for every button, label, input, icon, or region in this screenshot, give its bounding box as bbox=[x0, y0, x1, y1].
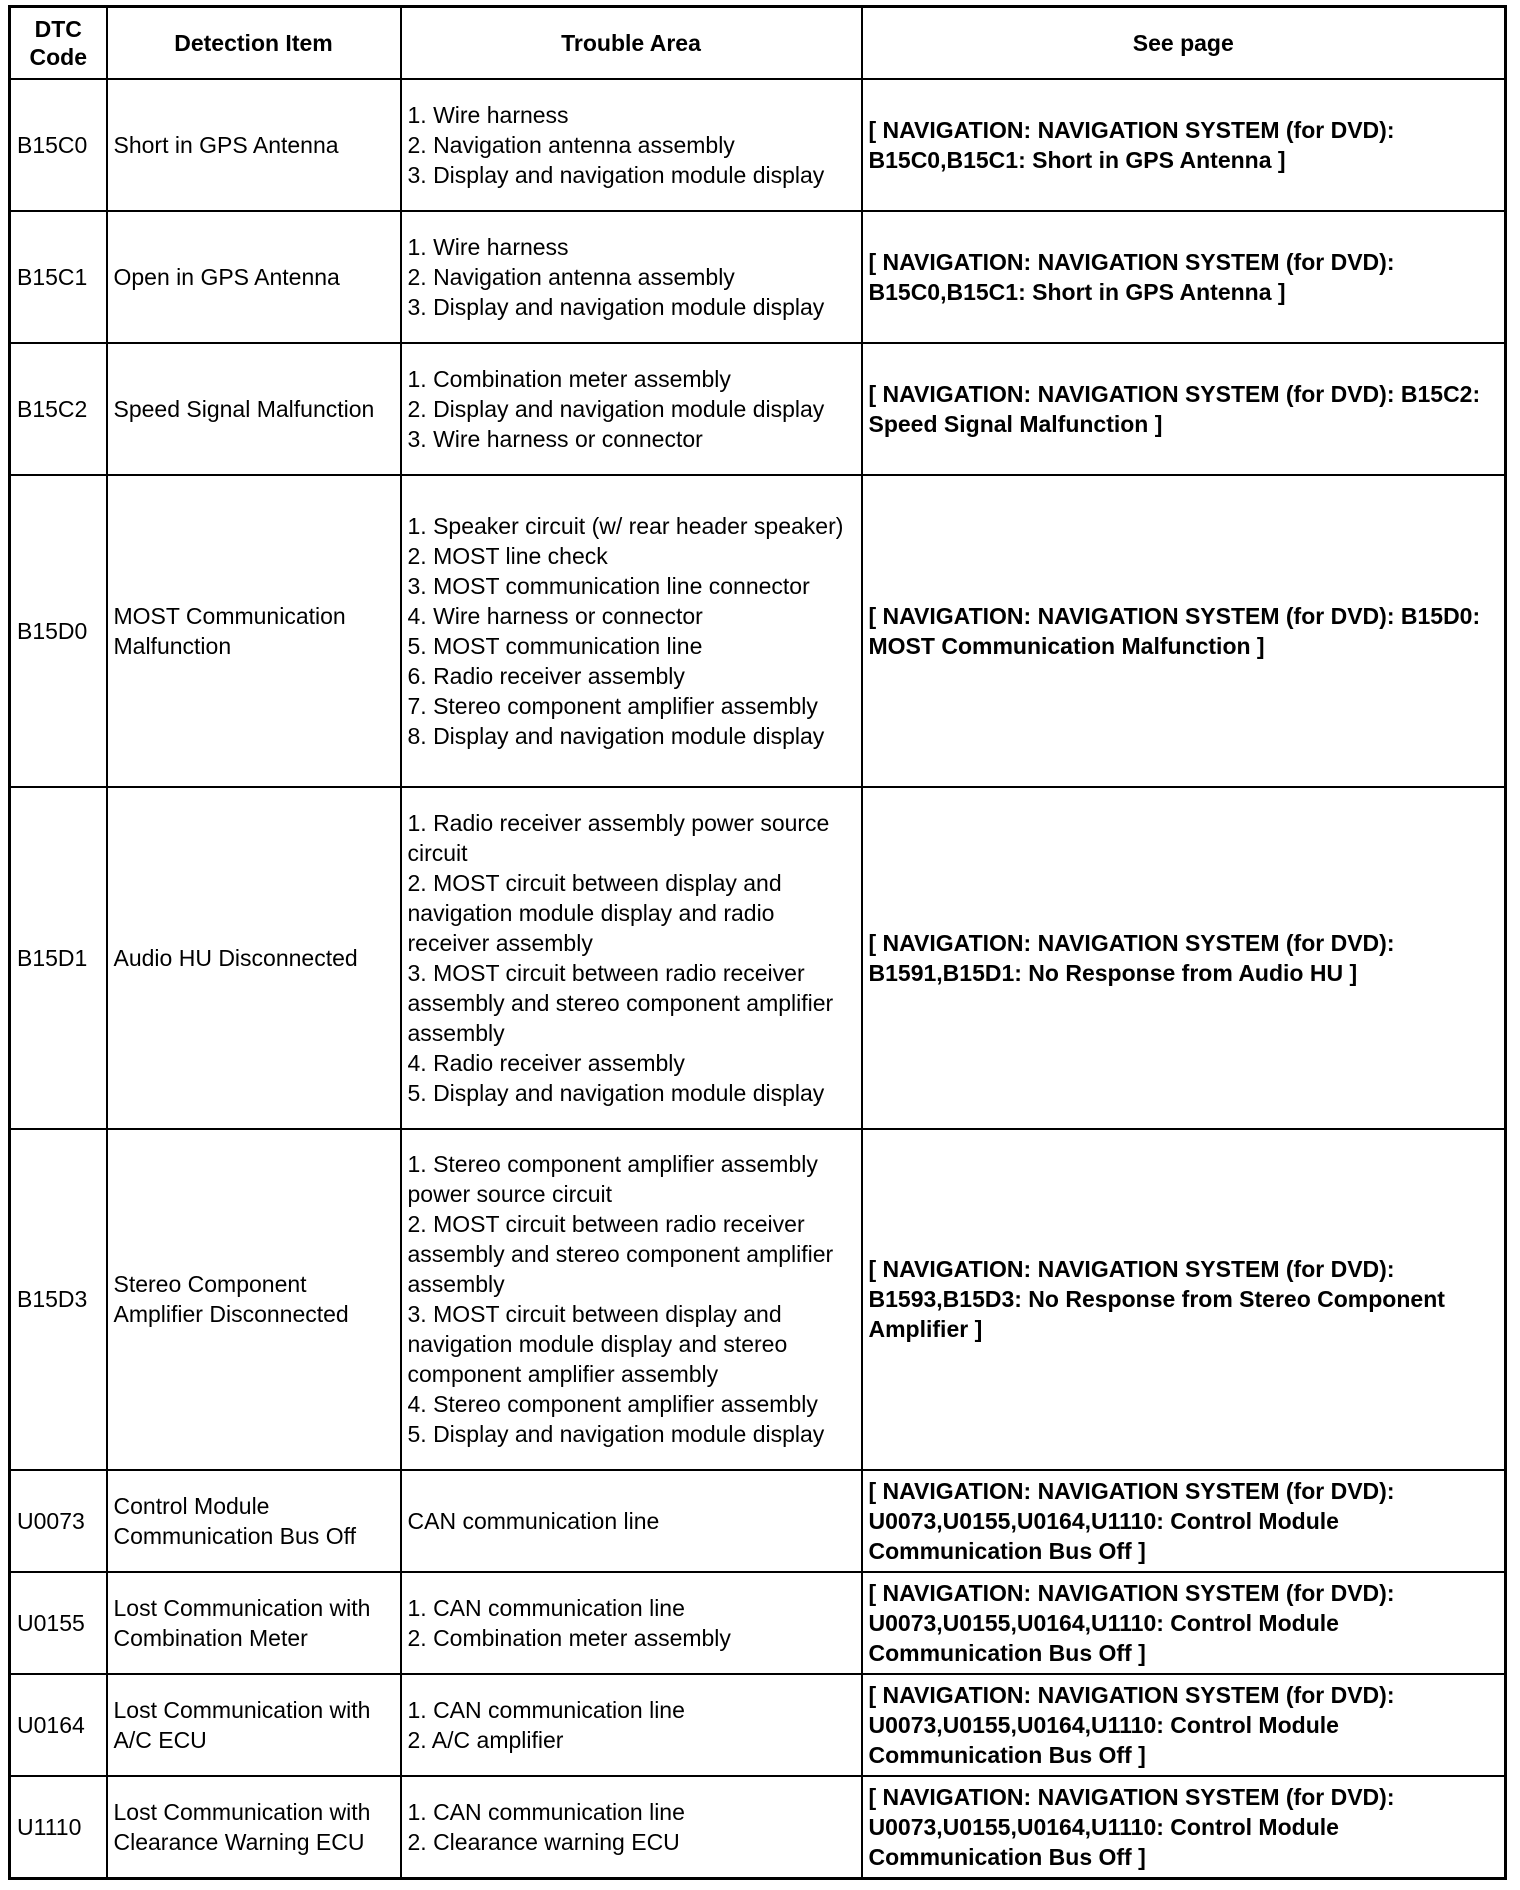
trouble-area-item: 1. Speaker circuit (w/ rear header speaker) bbox=[407, 513, 844, 540]
see-page-link[interactable]: [ NAVIGATION: NAVIGATION SYSTEM (for DVD): U0073,U0155,U0164,U1110: Control Module Communication Bus Off ] bbox=[862, 1776, 1506, 1878]
trouble-area-item: 6. Radio receiver assembly bbox=[407, 663, 685, 690]
header-dtc-line1: DTC bbox=[34, 15, 82, 42]
dtc-code-cell: B15C0 bbox=[10, 79, 107, 211]
trouble-area-item: 7. Stereo component amplifier assembly bbox=[407, 693, 818, 720]
trouble-area-item: 2. Clearance warning ECU bbox=[407, 1829, 680, 1856]
trouble-area-item: 3. MOST circuit between display and navigation module display and stereo component amplifier assembly bbox=[407, 1301, 788, 1388]
trouble-area-item: 2. Combination meter assembly bbox=[407, 1625, 731, 1652]
trouble-area-item: 1. Stereo component amplifier assembly power source circuit bbox=[407, 1151, 818, 1208]
trouble-area-item: 2. A/C amplifier bbox=[407, 1727, 564, 1754]
trouble-area-item: 3. Wire harness or connector bbox=[407, 425, 703, 452]
trouble-area-item: 1. Radio receiver assembly power source circuit bbox=[407, 809, 830, 866]
dtc-code-cell: U0073 bbox=[10, 1470, 107, 1572]
header-trouble-area: Trouble Area bbox=[401, 7, 862, 79]
dtc-code-cell: B15D0 bbox=[10, 475, 107, 787]
trouble-area-item: 2. MOST circuit between display and navigation module display and radio receiver assembly bbox=[407, 869, 782, 956]
header-row bbox=[10, 7, 1506, 79]
dtc-code-cell: U1110 bbox=[10, 1776, 107, 1878]
dtc-code-cell: B15C2 bbox=[10, 343, 107, 475]
trouble-area-cell bbox=[401, 1470, 862, 1572]
detection-item-cell: Lost Communication with Combination Meter bbox=[107, 1572, 401, 1674]
see-page-link[interactable]: [ NAVIGATION: NAVIGATION SYSTEM (for DVD): B1591,B15D1: No Response from Audio HU ] bbox=[862, 787, 1506, 1128]
header-dtc-code bbox=[10, 7, 107, 79]
table-row bbox=[10, 475, 1506, 787]
detection-item-cell: MOST Communication Malfunction bbox=[107, 475, 401, 787]
trouble-area-item: 4. Radio receiver assembly bbox=[407, 1049, 685, 1076]
trouble-area-item: 4. Wire harness or connector bbox=[407, 603, 703, 630]
detection-item-cell: Speed Signal Malfunction bbox=[107, 343, 401, 475]
detection-item-cell: Stereo Component Amplifier Disconnected bbox=[107, 1129, 401, 1470]
trouble-area-cell bbox=[401, 343, 862, 475]
dtc-code-cell: B15D3 bbox=[10, 1129, 107, 1470]
see-page-link[interactable]: [ NAVIGATION: NAVIGATION SYSTEM (for DVD): U0073,U0155,U0164,U1110: Control Module Communication Bus Off ] bbox=[862, 1470, 1506, 1572]
dtc-code-cell: U0155 bbox=[10, 1572, 107, 1674]
trouble-area-cell bbox=[401, 211, 862, 343]
table-row bbox=[10, 211, 1506, 343]
trouble-area-item: 1. CAN communication line bbox=[407, 1697, 685, 1724]
trouble-area-item: 2. Display and navigation module display bbox=[407, 395, 825, 422]
dtc-table bbox=[8, 5, 1507, 1880]
trouble-area-item: 2. MOST line check bbox=[407, 543, 608, 570]
trouble-area-item: 5. MOST communication line bbox=[407, 633, 703, 660]
trouble-area-item: 1. Wire harness bbox=[407, 233, 569, 260]
table-row bbox=[10, 1129, 1506, 1470]
trouble-area-item: 1. Combination meter assembly bbox=[407, 365, 731, 392]
trouble-area-item: 2. Navigation antenna assembly bbox=[407, 131, 735, 158]
see-page-link[interactable]: [ NAVIGATION: NAVIGATION SYSTEM (for DVD): B15C0,B15C1: Short in GPS Antenna ] bbox=[862, 211, 1506, 343]
trouble-area-item: 3. MOST circuit between radio receiver assembly and stereo component amplifier assembly bbox=[407, 959, 834, 1046]
header-dtc-line2: Code bbox=[29, 43, 87, 70]
trouble-area-item: 3. MOST communication line connector bbox=[407, 573, 810, 600]
trouble-area-item: 5. Display and navigation module display bbox=[407, 1079, 825, 1106]
trouble-area-item: 4. Stereo component amplifier assembly bbox=[407, 1391, 818, 1418]
table-row bbox=[10, 343, 1506, 475]
trouble-area-item: 5. Display and navigation module display bbox=[407, 1421, 825, 1448]
header-detection-item: Detection Item bbox=[107, 7, 401, 79]
trouble-area-item: 3. Display and navigation module display bbox=[407, 161, 825, 188]
see-page-link[interactable]: [ NAVIGATION: NAVIGATION SYSTEM (for DVD): U0073,U0155,U0164,U1110: Control Module Communication Bus Off ] bbox=[862, 1674, 1506, 1776]
see-page-link[interactable]: [ NAVIGATION: NAVIGATION SYSTEM (for DVD): B15C2: Speed Signal Malfunction ] bbox=[862, 343, 1506, 475]
trouble-area-cell bbox=[401, 1129, 862, 1470]
trouble-area-cell bbox=[401, 79, 862, 211]
detection-item-cell: Lost Communication with Clearance Warning ECU bbox=[107, 1776, 401, 1878]
detection-item-cell: Lost Communication with A/C ECU bbox=[107, 1674, 401, 1776]
table-row bbox=[10, 79, 1506, 211]
trouble-area-cell bbox=[401, 1674, 862, 1776]
detection-item-cell: Short in GPS Antenna bbox=[107, 79, 401, 211]
trouble-area-item: CAN communication line bbox=[407, 1508, 660, 1535]
see-page-link[interactable]: [ NAVIGATION: NAVIGATION SYSTEM (for DVD): B15C0,B15C1: Short in GPS Antenna ] bbox=[862, 79, 1506, 211]
trouble-area-item: 1. CAN communication line bbox=[407, 1799, 685, 1826]
detection-item-cell: Audio HU Disconnected bbox=[107, 787, 401, 1128]
dtc-code-cell: U0164 bbox=[10, 1674, 107, 1776]
trouble-area-cell bbox=[401, 1572, 862, 1674]
trouble-area-item: 2. MOST circuit between radio receiver assembly and stereo component amplifier assembly bbox=[407, 1211, 834, 1298]
table-row bbox=[10, 1776, 1506, 1878]
table-row bbox=[10, 1572, 1506, 1674]
trouble-area-item: 1. Wire harness bbox=[407, 101, 569, 128]
table-row bbox=[10, 787, 1506, 1128]
table-row bbox=[10, 1674, 1506, 1776]
dtc-code-cell: B15C1 bbox=[10, 211, 107, 343]
trouble-area-item: 1. CAN communication line bbox=[407, 1595, 685, 1622]
detection-item-cell: Control Module Communication Bus Off bbox=[107, 1470, 401, 1572]
trouble-area-cell bbox=[401, 1776, 862, 1878]
dtc-code-cell: B15D1 bbox=[10, 787, 107, 1128]
table-row bbox=[10, 1470, 1506, 1572]
trouble-area-cell bbox=[401, 475, 862, 787]
header-see-page: See page bbox=[862, 7, 1506, 79]
see-page-link[interactable]: [ NAVIGATION: NAVIGATION SYSTEM (for DVD): B1593,B15D3: No Response from Stereo Component Amplifier ] bbox=[862, 1129, 1506, 1470]
detection-item-cell: Open in GPS Antenna bbox=[107, 211, 401, 343]
trouble-area-cell bbox=[401, 787, 862, 1128]
trouble-area-item: 8. Display and navigation module display bbox=[407, 723, 825, 750]
see-page-link[interactable]: [ NAVIGATION: NAVIGATION SYSTEM (for DVD): U0073,U0155,U0164,U1110: Control Module Communication Bus Off ] bbox=[862, 1572, 1506, 1674]
see-page-link[interactable]: [ NAVIGATION: NAVIGATION SYSTEM (for DVD): B15D0: MOST Communication Malfunction ] bbox=[862, 475, 1506, 787]
trouble-area-item: 2. Navigation antenna assembly bbox=[407, 263, 735, 290]
trouble-area-item: 3. Display and navigation module display bbox=[407, 293, 825, 320]
